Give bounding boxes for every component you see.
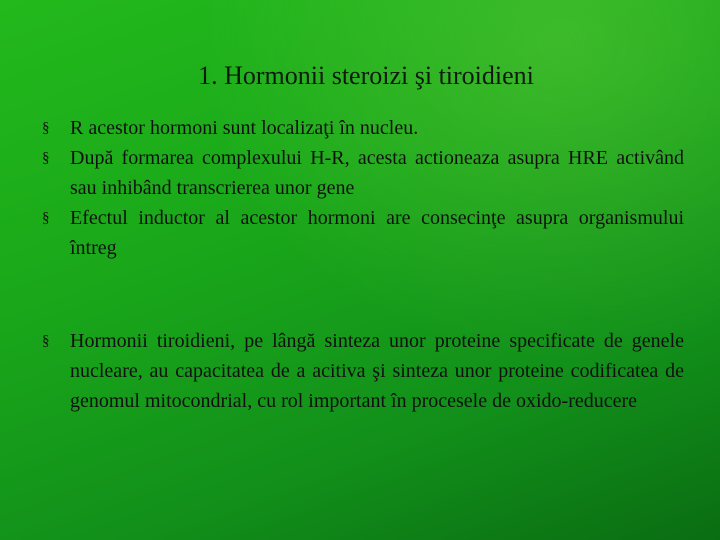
bullet-item — [42, 143, 684, 203]
bullet-text: R acestor hormoni sunt localizaţi în nucleu. — [70, 117, 419, 139]
slide-title: 1. Hormonii steroizi şi tiroidieni — [198, 61, 534, 90]
bullet-item — [42, 326, 684, 416]
bullet-list — [42, 113, 684, 416]
bullet-text: Hormonii tiroidieni, pe lângă sinteza unor proteine specificate de genele nucleare, au capacitatea de a acitiva şi sinteza unor proteine codificatea de genomul mitocondrial, cu rol important în procesele de oxido-reducere — [70, 330, 684, 412]
bullet-text: Efectul inductor al acestor hormoni are consecinţe asupra organismului întreg — [70, 207, 684, 259]
bullet-marker: § — [42, 333, 50, 349]
bullet-item — [42, 113, 684, 143]
bullet-marker: § — [42, 210, 50, 226]
bullet-item — [42, 203, 684, 263]
bullet-marker: § — [42, 120, 50, 136]
bullet-marker: § — [42, 150, 50, 166]
bullet-text: După formarea complexului H-R, acesta actioneaza asupra HRE activând sau inhibând transcrierea unor gene — [70, 147, 684, 199]
